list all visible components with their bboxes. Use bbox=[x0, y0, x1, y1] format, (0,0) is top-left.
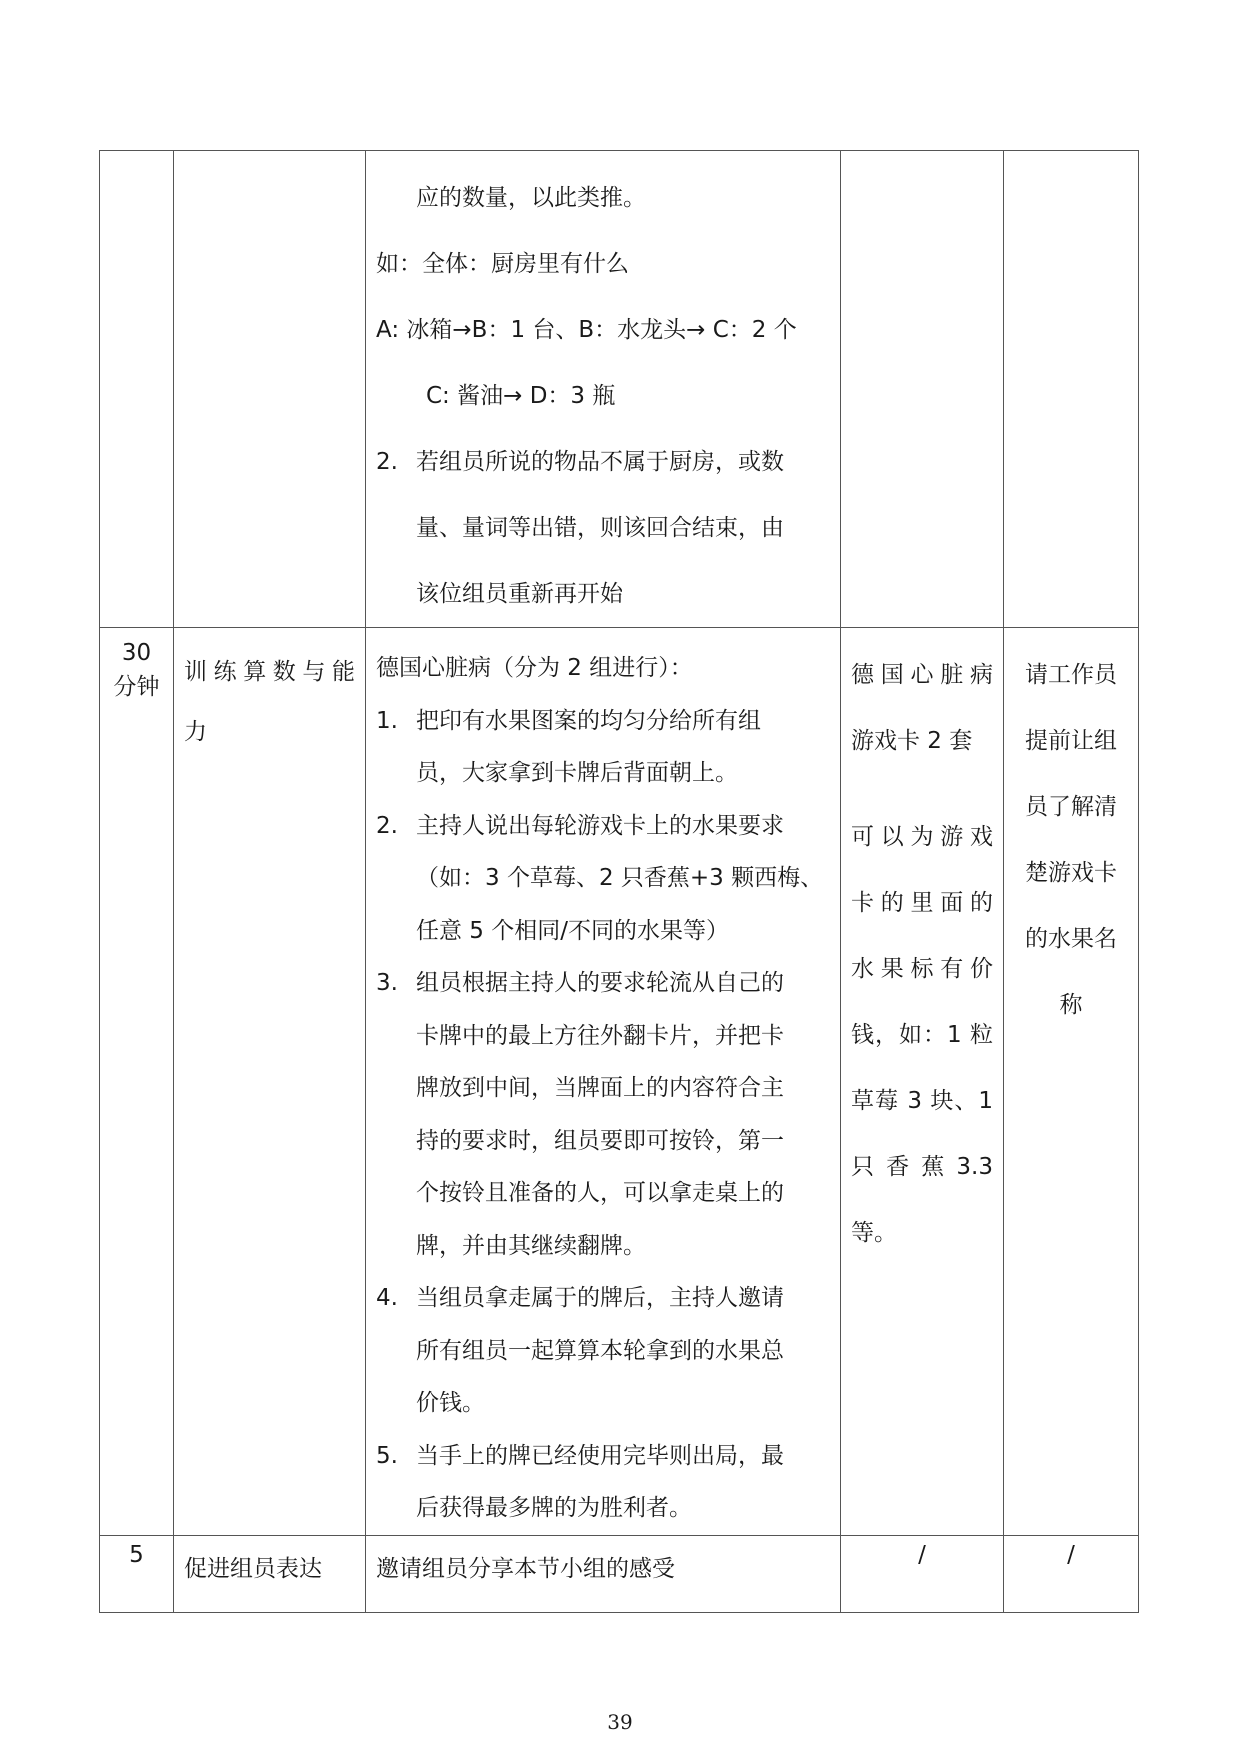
materials-line: 只 香 蕉 3.3 bbox=[851, 1154, 993, 1180]
materials-cell: / bbox=[841, 1535, 1004, 1612]
materials-cell bbox=[841, 628, 1004, 1536]
list-item bbox=[376, 1430, 830, 1535]
step-text: 当手上的牌已经使用完毕则出局，最 bbox=[416, 1442, 784, 1469]
materials-cell bbox=[841, 151, 1004, 628]
step-number: 1. bbox=[376, 707, 398, 734]
notes-cell bbox=[1004, 628, 1139, 1536]
notes-line: 楚游戏卡 bbox=[1025, 860, 1117, 886]
activity-line: 应的数量，以此类推。 bbox=[416, 185, 646, 211]
step-text: 所有组员一起算算本轮拿到的水果总 bbox=[416, 1337, 784, 1364]
step-number: 4. bbox=[376, 1285, 398, 1311]
materials-line: 卡的里面的 bbox=[851, 890, 993, 916]
step-number: 2. bbox=[376, 812, 398, 839]
step-line bbox=[376, 429, 830, 495]
materials-line: 等。 bbox=[851, 1220, 897, 1246]
notes-cell bbox=[1004, 151, 1139, 628]
step-text: 主持人说出每轮游戏卡上的水果要求 bbox=[416, 812, 784, 839]
activity-line: 如：全体：厨房里有什么 bbox=[376, 251, 629, 277]
notes-line: 提前让组 bbox=[1025, 728, 1117, 754]
list-item bbox=[376, 1272, 830, 1430]
activity-cell bbox=[366, 628, 841, 1536]
materials-line: 德国心脏病 bbox=[851, 662, 993, 688]
materials-line: 水果标有价 bbox=[851, 956, 993, 982]
time-unit: 分钟 bbox=[113, 674, 160, 700]
materials-line: 草莓 3 块、1 bbox=[851, 1088, 993, 1114]
list-item bbox=[376, 695, 830, 800]
step-text: 任意 5 个相同/不同的水果等） bbox=[416, 917, 730, 944]
step-text: 当组员拿走属于的牌后，主持人邀请 bbox=[416, 1285, 784, 1311]
goal-line: 力 bbox=[184, 719, 207, 745]
materials-line: 钱，如：1 粒 bbox=[851, 1022, 993, 1048]
step-text: （如：3 个草莓、2 只香蕉+3 颗西梅、 bbox=[416, 865, 824, 891]
goal-line: 训练算数与能 bbox=[184, 659, 355, 685]
step-line: 该位组员重新再开始 bbox=[416, 581, 623, 607]
notes-line: 称 bbox=[1059, 992, 1083, 1018]
materials-line: 游戏卡 2 套 bbox=[851, 728, 973, 754]
goal-text: 促进组员表达 bbox=[184, 1555, 322, 1582]
goal-cell bbox=[174, 151, 366, 628]
step-text: 价钱。 bbox=[416, 1390, 485, 1416]
notes-line: 的水果名 bbox=[1025, 926, 1117, 952]
step-text: 组员根据主持人的要求轮流从自己的 bbox=[416, 970, 784, 996]
step-text: 若组员所说的物品不属于厨房，或数 bbox=[416, 449, 784, 475]
list-item bbox=[376, 957, 830, 1272]
step-line: 量、量词等出错，则该回合结束，由 bbox=[416, 515, 784, 541]
page-number: 39 bbox=[607, 1710, 633, 1734]
notes-cell: / bbox=[1004, 1535, 1139, 1612]
activity-text: 邀请组员分享本节小组的感受 bbox=[376, 1555, 675, 1582]
step-text: 持的要求时，组员要即可按铃，第一 bbox=[416, 1127, 784, 1154]
step-number: 3. bbox=[376, 970, 398, 996]
step-text: 牌放到中间，当牌面上的内容符合主 bbox=[416, 1075, 784, 1101]
activity-cell bbox=[366, 1535, 841, 1612]
activity-line: A: 冰箱→B：1 台、B：水龙头→ C：2 个 bbox=[376, 317, 797, 343]
step-text: 卡牌中的最上方往外翻卡片，并把卡 bbox=[416, 1022, 784, 1049]
notes-line: 请工作员 bbox=[1025, 662, 1117, 688]
goal-cell bbox=[174, 1535, 366, 1612]
activity-cell bbox=[366, 151, 841, 628]
step-number: 5. bbox=[376, 1442, 398, 1469]
activity-title: 德国心脏病（分为 2 组进行）： bbox=[376, 655, 693, 681]
step-text: 员，大家拿到卡牌后背面朝上。 bbox=[416, 760, 738, 786]
step-text: 个按铃且准备的人，可以拿走桌上的 bbox=[416, 1180, 784, 1206]
activity-steps bbox=[376, 695, 830, 1535]
list-item bbox=[376, 800, 830, 958]
time-cell bbox=[100, 151, 174, 628]
goal-cell bbox=[174, 628, 366, 1536]
time-value: 30 bbox=[121, 640, 152, 666]
table-row bbox=[100, 1535, 1139, 1612]
activity-line: C: 酱油→ D：3 瓶 bbox=[426, 383, 616, 409]
step-text: 后获得最多牌的为胜利者。 bbox=[416, 1495, 692, 1521]
time-cell: 5 bbox=[100, 1535, 174, 1612]
step-text: 把印有水果图案的均匀分给所有组 bbox=[416, 707, 761, 734]
step-number: 2. bbox=[376, 449, 398, 475]
activity-plan-table bbox=[99, 150, 1139, 1613]
table-row bbox=[100, 628, 1139, 1536]
step-text: 牌，并由其继续翻牌。 bbox=[416, 1232, 646, 1259]
notes-line: 员了解清 bbox=[1025, 794, 1117, 820]
table-row bbox=[100, 151, 1139, 628]
time-cell bbox=[100, 628, 174, 1536]
materials-line: 可以为游戏 bbox=[851, 824, 993, 850]
